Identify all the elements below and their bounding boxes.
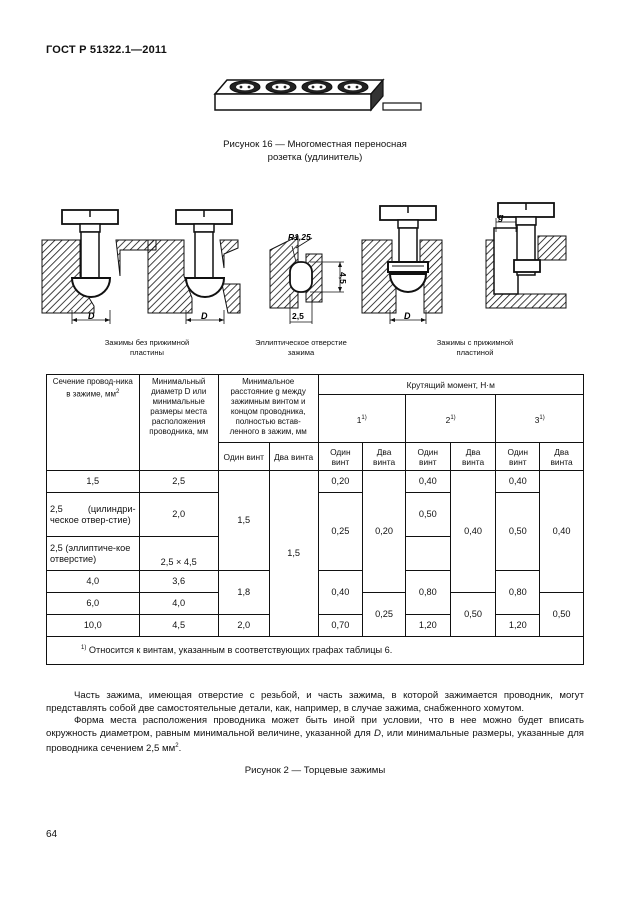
table-cell: 0,20 bbox=[318, 471, 363, 493]
header-c1-two-screws: Два винта bbox=[363, 443, 406, 471]
table-cell: 0,80 bbox=[405, 571, 450, 615]
table-cell: 1,20 bbox=[496, 615, 540, 637]
table-cell: 1,5 bbox=[269, 471, 318, 637]
table-cell: 4,0 bbox=[47, 571, 140, 593]
caption-with-plate bbox=[400, 338, 550, 358]
header-c3-two-screws: Два винта bbox=[540, 443, 584, 471]
table-cell: 4,5 bbox=[139, 615, 218, 637]
header-c2-one-screw: Один винт bbox=[405, 443, 450, 471]
table-cell: 4,0 bbox=[139, 593, 218, 615]
table-footnote: $^{1)}$ Относится к винтам, указанным в соответствующих графах таблицы 6. bbox=[47, 637, 584, 665]
ellipse-width-label: 2,5 bbox=[292, 311, 304, 321]
caption-no-plate-line2: пластины bbox=[130, 348, 164, 357]
table-cell: 2,5 bbox=[139, 471, 218, 493]
clamp-5-drawing bbox=[486, 203, 566, 308]
caption-elliptical-line1: Эллиптическое отверстие bbox=[255, 338, 347, 347]
table-cell: 0,50 bbox=[405, 493, 450, 537]
clamp-4-drawing bbox=[362, 206, 442, 324]
table-cell: 0,40 bbox=[496, 471, 540, 493]
header-c1-one-screw: Один винт bbox=[318, 443, 363, 471]
table-cell: 1,20 bbox=[405, 615, 450, 637]
header-torque-col3: 3$^{1)}$ bbox=[496, 395, 584, 443]
header-diameter: Минимальный диаметр D или минимальные размеры места расположения проводника, мм bbox=[139, 375, 218, 471]
table-cell: 2,0 bbox=[139, 493, 218, 537]
paragraph-1: Часть зажима, имеющая отверстие с резьбой, и часть зажима, в которой зажимается проводник, могут представлять собой две самостоятельные детали, как, например, в случае зажима, снабженного хомутом. bbox=[46, 690, 584, 714]
header-section: Сечение провод-ника в зажиме, $мм^2$ bbox=[47, 375, 140, 471]
figure-2-caption: Рисунок 2 — Торцевые зажимы bbox=[244, 765, 386, 776]
header-torque: Крутящий момент, Н·м bbox=[318, 375, 584, 395]
table-cell: 0,70 bbox=[318, 615, 363, 637]
header-c2-two-screws: Два винта bbox=[450, 443, 496, 471]
table-cell: 2,5 × 4,5 bbox=[139, 537, 218, 571]
clamp-4-d-label: D bbox=[404, 311, 411, 321]
table-cell: 2,5 (эллиптиче-кое отверстие) bbox=[47, 537, 140, 571]
table-cell: 6,0 bbox=[47, 593, 140, 615]
clamp-5-g-label: g bbox=[498, 212, 504, 222]
table-cell: 3,6 bbox=[139, 571, 218, 593]
table-cell: 0,40 bbox=[318, 571, 363, 615]
table-cell: 0,50 bbox=[540, 593, 584, 637]
table-cell: 2,5 (цилиндри-ческое отвер-стие) bbox=[47, 493, 140, 537]
header-g-two-screws: Два винта bbox=[269, 443, 318, 471]
paragraph-2: Форма места расположения проводника может быть иной при условии, что в нее можно будет вписать окружность диаметром, равным минимальной величине, указанной для D, или минимальные размеры, указанные для проводника сечением 2,5 $мм^2$. bbox=[46, 715, 585, 755]
caption-elliptical-line2: зажима bbox=[287, 348, 315, 357]
header-c3-one-screw: Один винт bbox=[496, 443, 540, 471]
clamp-spec-table bbox=[46, 374, 584, 665]
caption-with-plate-line1: Зажимы с прижимной bbox=[436, 338, 514, 347]
table-cell: 0,40 bbox=[405, 471, 450, 493]
header-g-one-screw: Один винт bbox=[218, 443, 269, 471]
caption-no-plate-line1: Зажимы без прижимной bbox=[104, 338, 190, 347]
caption-elliptical bbox=[226, 338, 376, 358]
caption-with-plate-line2: пластиной bbox=[456, 348, 494, 357]
table-cell bbox=[405, 537, 450, 571]
table-cell: 1,5 bbox=[218, 471, 269, 571]
radius-label: R1,25 bbox=[288, 232, 311, 242]
table-cell: 2,0 bbox=[218, 615, 269, 637]
document-code: ГОСТ Р 51322.1—2011 bbox=[46, 44, 167, 56]
clamp-1-drawing bbox=[42, 210, 156, 324]
clamps-drawing bbox=[40, 198, 590, 334]
figure-16-caption-line1: Рисунок 16 — Многоместная переносная bbox=[223, 139, 407, 150]
page-number: 64 bbox=[46, 829, 58, 840]
header-torque-col2: 2$^{1)}$ bbox=[405, 395, 495, 443]
figure-16-caption-line2: розетка (удлинитель) bbox=[267, 152, 363, 163]
figure-16-drawing bbox=[205, 76, 425, 136]
table-cell: 1,5 bbox=[47, 471, 140, 493]
header-torque-col1: 1$^{1)}$ bbox=[318, 395, 405, 443]
clamp-3-drawing bbox=[270, 232, 348, 324]
header-distance: Минимальное расстояние g между зажимным винтом и концом проводника, полностью встав-ленного в зажим, мм bbox=[218, 375, 318, 443]
table-cell: 0,80 bbox=[496, 571, 540, 615]
clamp-1-d-label: D bbox=[88, 311, 95, 321]
clamp-2-drawing bbox=[148, 210, 240, 324]
figure-16-caption bbox=[180, 138, 450, 164]
table-cell: 0,50 bbox=[496, 493, 540, 571]
caption-no-plate bbox=[72, 338, 222, 358]
table-cell: 10,0 bbox=[47, 615, 140, 637]
table-cell: 1,8 bbox=[218, 571, 269, 615]
table-cell: 0,40 bbox=[540, 471, 584, 593]
table-cell: 0,40 bbox=[450, 471, 496, 593]
ellipse-height-label: 4,5 bbox=[338, 272, 348, 284]
table-cell: 0,20 bbox=[363, 471, 406, 593]
table-cell: 0,50 bbox=[450, 593, 496, 637]
table-cell: 0,25 bbox=[363, 593, 406, 637]
body-text bbox=[46, 690, 584, 756]
clamp-2-d-label: D bbox=[201, 311, 208, 321]
table-cell: 0,25 bbox=[318, 493, 363, 571]
